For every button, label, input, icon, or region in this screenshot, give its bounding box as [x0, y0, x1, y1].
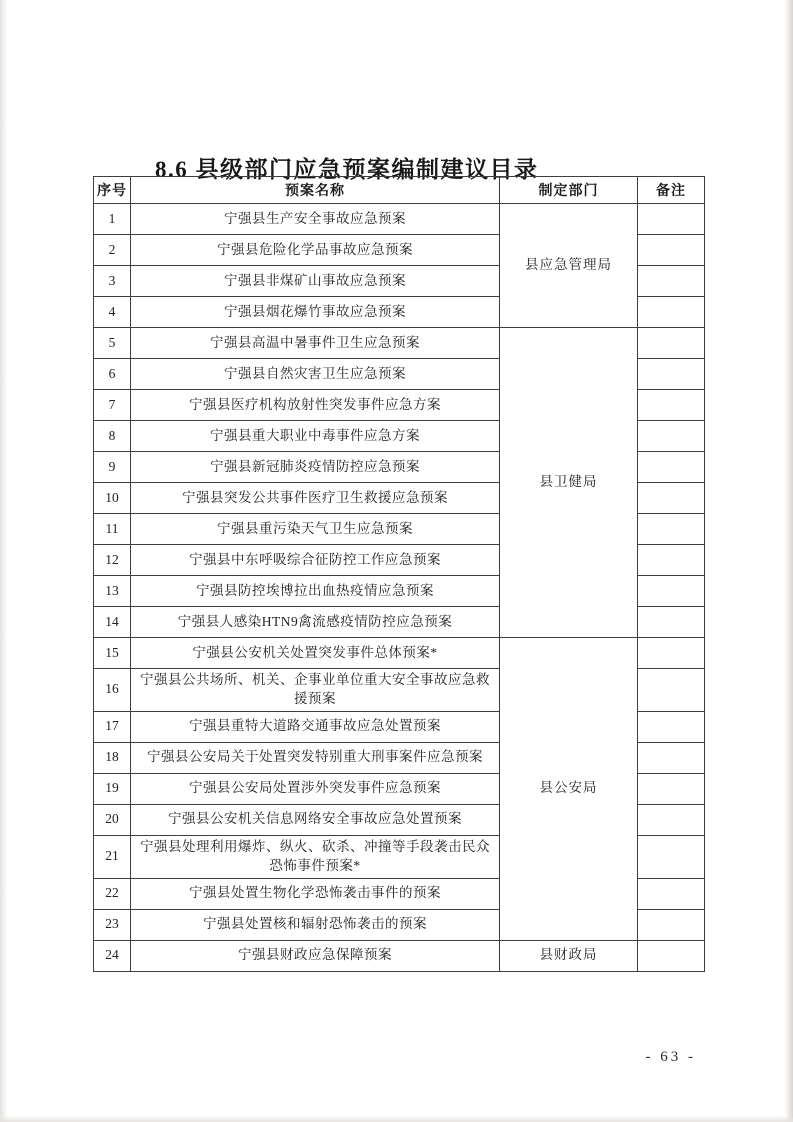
row-index-cell: 24 — [94, 940, 131, 971]
row-index-cell: 8 — [94, 421, 131, 452]
row-index-cell: 22 — [94, 878, 131, 909]
plan-name-cell: 宁强县非煤矿山事故应急预案 — [131, 266, 500, 297]
plan-name-cell: 宁强县危险化学品事故应急预案 — [131, 235, 500, 266]
plan-name-cell: 宁强县重污染天气卫生应急预案 — [131, 514, 500, 545]
remark-cell — [638, 669, 705, 712]
row-index-cell: 15 — [94, 638, 131, 669]
remark-cell — [638, 328, 705, 359]
col-header-remark: 备注 — [638, 177, 705, 204]
scan-edge-right — [785, 0, 793, 1122]
remark-cell — [638, 940, 705, 971]
remark-cell — [638, 297, 705, 328]
table-body — [94, 204, 705, 972]
remark-cell — [638, 514, 705, 545]
department-cell: 县财政局 — [500, 940, 638, 971]
remark-cell — [638, 266, 705, 297]
plan-name-cell: 宁强县处置核和辐射恐怖袭击的预案 — [131, 909, 500, 940]
plan-name-cell: 宁强县医疗机构放射性突发事件应急方案 — [131, 390, 500, 421]
remark-cell — [638, 576, 705, 607]
section-title: 8.6 县级部门应急预案编制建议目录 — [155, 157, 539, 183]
col-header-department: 制定部门 — [500, 177, 638, 204]
row-index-cell: 1 — [94, 204, 131, 235]
plan-name-cell: 宁强县中东呼吸综合征防控工作应急预案 — [131, 545, 500, 576]
department-cell: 县应急管理局 — [500, 204, 638, 328]
remark-cell — [638, 452, 705, 483]
remark-cell — [638, 742, 705, 773]
row-index-cell: 20 — [94, 804, 131, 835]
row-index-cell: 23 — [94, 909, 131, 940]
table-row — [94, 940, 705, 971]
remark-cell — [638, 359, 705, 390]
plan-name-cell: 宁强县防控埃博拉出血热疫情应急预案 — [131, 576, 500, 607]
department-cell: 县公安局 — [500, 638, 638, 941]
plan-name-cell: 宁强县人感染HTN9禽流感疫情防控应急预案 — [131, 607, 500, 638]
plan-name-cell: 宁强县自然灾害卫生应急预案 — [131, 359, 500, 390]
remark-cell — [638, 483, 705, 514]
plan-name-cell: 宁强县高温中暑事件卫生应急预案 — [131, 328, 500, 359]
table-row — [94, 204, 705, 235]
plan-name-cell: 宁强县公安局关于处置突发特别重大刑事案件应急预案 — [131, 742, 500, 773]
plan-name-cell: 宁强县重特大道路交通事故应急处置预案 — [131, 711, 500, 742]
row-index-cell: 3 — [94, 266, 131, 297]
row-index-cell: 7 — [94, 390, 131, 421]
scan-edge-bottom — [0, 1115, 793, 1122]
page-number: - 63 - — [645, 1049, 696, 1065]
row-index-cell: 21 — [94, 835, 131, 878]
remark-cell — [638, 835, 705, 878]
plan-name-cell: 宁强县公安机关处置突发事件总体预案* — [131, 638, 500, 669]
scan-edge-left — [0, 0, 7, 1122]
row-index-cell: 12 — [94, 545, 131, 576]
remark-cell — [638, 545, 705, 576]
plan-name-cell: 宁强县处置生物化学恐怖袭击事件的预案 — [131, 878, 500, 909]
row-index-cell: 11 — [94, 514, 131, 545]
row-index-cell: 2 — [94, 235, 131, 266]
row-index-cell: 13 — [94, 576, 131, 607]
row-index-cell: 19 — [94, 773, 131, 804]
plan-name-cell: 宁强县公安局处置涉外突发事件应急预案 — [131, 773, 500, 804]
plan-name-cell: 宁强县生产安全事故应急预案 — [131, 204, 500, 235]
table-row — [94, 638, 705, 669]
remark-cell — [638, 638, 705, 669]
row-index-cell: 10 — [94, 483, 131, 514]
plan-name-cell: 宁强县财政应急保障预案 — [131, 940, 500, 971]
plan-name-cell: 宁强县公共场所、机关、企事业单位重大安全事故应急救援预案 — [131, 669, 500, 712]
row-index-cell: 9 — [94, 452, 131, 483]
remark-cell — [638, 878, 705, 909]
col-header-index: 序号 — [94, 177, 131, 204]
plan-name-cell: 宁强县烟花爆竹事故应急预案 — [131, 297, 500, 328]
remark-cell — [638, 804, 705, 835]
row-index-cell: 16 — [94, 669, 131, 712]
plan-name-cell: 宁强县公安机关信息网络安全事故应急处置预案 — [131, 804, 500, 835]
plan-name-cell: 宁强县处理利用爆炸、纵火、砍杀、冲撞等手段袭击民众恐怖事件预案* — [131, 835, 500, 878]
row-index-cell: 14 — [94, 607, 131, 638]
remark-cell — [638, 421, 705, 452]
row-index-cell: 17 — [94, 711, 131, 742]
remark-cell — [638, 390, 705, 421]
remark-cell — [638, 909, 705, 940]
remark-cell — [638, 204, 705, 235]
row-index-cell: 4 — [94, 297, 131, 328]
table-header-row — [94, 177, 705, 204]
table-row — [94, 328, 705, 359]
department-cell: 县卫健局 — [500, 328, 638, 638]
col-header-plan-name: 预案名称 — [131, 177, 500, 204]
plans-table-container — [93, 176, 705, 972]
row-index-cell: 5 — [94, 328, 131, 359]
plan-name-cell: 宁强县突发公共事件医疗卫生救援应急预案 — [131, 483, 500, 514]
remark-cell — [638, 773, 705, 804]
remark-cell — [638, 607, 705, 638]
plan-name-cell: 宁强县重大职业中毒事件应急方案 — [131, 421, 500, 452]
remark-cell — [638, 711, 705, 742]
row-index-cell: 6 — [94, 359, 131, 390]
remark-cell — [638, 235, 705, 266]
plans-table — [93, 176, 705, 972]
row-index-cell: 18 — [94, 742, 131, 773]
plan-name-cell: 宁强县新冠肺炎疫情防控应急预案 — [131, 452, 500, 483]
